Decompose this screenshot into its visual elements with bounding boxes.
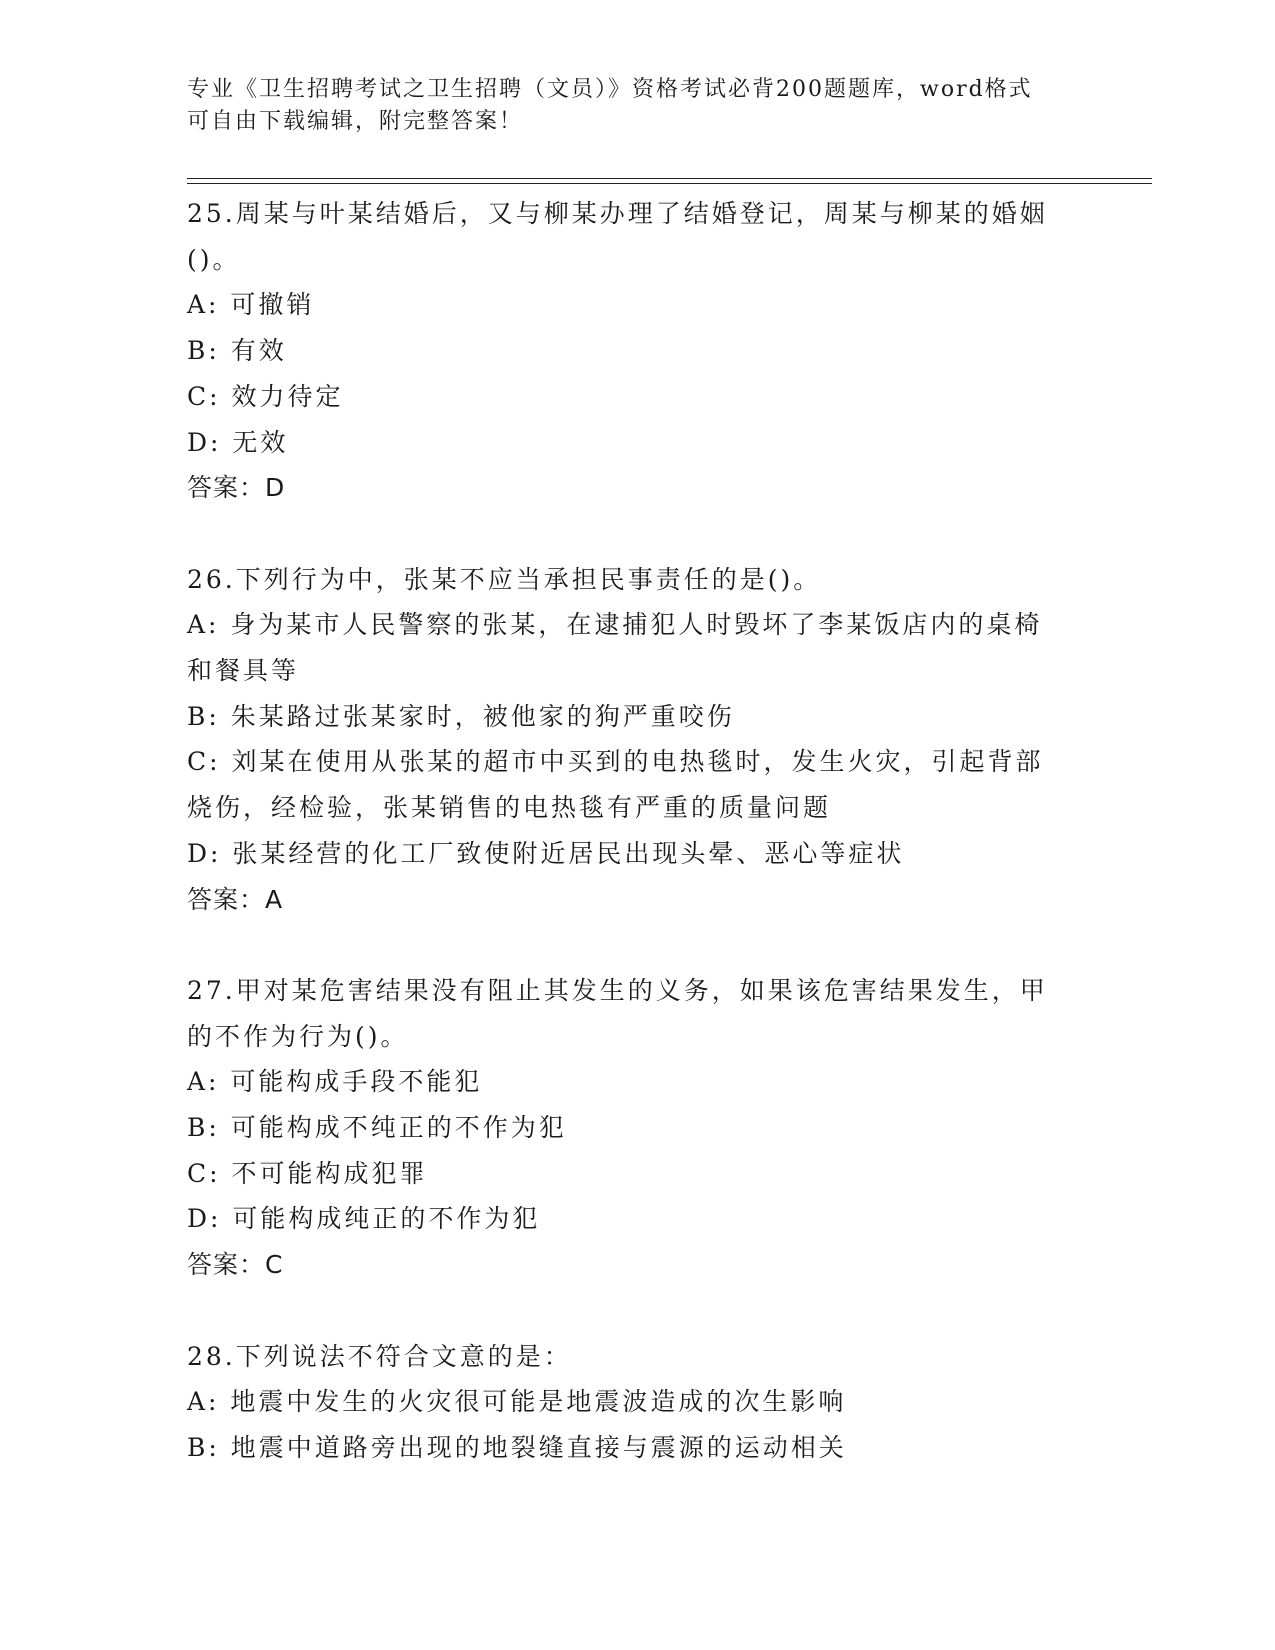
option-a-continued: 和餐具等 xyxy=(187,656,300,686)
header-line-1: 专业《卫生招聘考试之卫生招聘（文员）》资格考试必背200题题库，word格式 xyxy=(187,77,1033,102)
document-header xyxy=(187,74,1067,138)
answer-label: 答案：D xyxy=(187,473,286,503)
question-28 xyxy=(187,1334,1087,1471)
question-stem: 27.甲对某危害结果没有阻止其发生的义务，如果该危害结果发生，甲 xyxy=(187,975,1048,1005)
option-a: A: 可能构成手段不能犯 xyxy=(187,1067,483,1097)
option-a: A: 地震中发生的火灾很可能是地震波造成的次生影响 xyxy=(187,1387,847,1417)
option-c: C: 不可能构成犯罪 xyxy=(187,1158,428,1188)
question-stem: 25.周某与叶某结婚后，又与柳某办理了结婚登记，周某与柳某的婚姻 xyxy=(187,199,1048,228)
question-27 xyxy=(187,968,1087,1288)
option-b: B: 地震中道路旁出现的地裂缝直接与震源的运动相关 xyxy=(187,1432,847,1462)
question-25 xyxy=(187,191,1087,511)
option-b: B: 有效 xyxy=(187,336,287,366)
header-line-2: 可自由下载编辑，附完整答案！ xyxy=(187,109,524,134)
question-stem: ()。 xyxy=(187,244,241,274)
question-stem: 的不作为行为()。 xyxy=(187,1021,409,1051)
header-divider-bottom xyxy=(187,183,1152,184)
option-d: D: 可能构成纯正的不作为犯 xyxy=(187,1204,541,1234)
question-spacer xyxy=(187,511,1087,557)
question-stem: 26.下列行为中，张某不应当承担民事责任的是()。 xyxy=(187,564,822,594)
option-c: C: 刘某在使用从张某的超市中买到的电热毯时，发生火灾，引起背部 xyxy=(187,747,1044,777)
option-b: B: 可能构成不纯正的不作为犯 xyxy=(187,1113,567,1143)
question-spacer xyxy=(187,1288,1087,1334)
option-d: D: 张某经营的化工厂致使附近居民出现头晕、恶心等症状 xyxy=(187,838,905,868)
header-divider-top xyxy=(187,178,1152,179)
question-list xyxy=(187,191,1087,1471)
answer-label: 答案：C xyxy=(187,1250,284,1280)
option-c: C: 效力待定 xyxy=(187,381,344,411)
question-26 xyxy=(187,557,1087,923)
question-spacer xyxy=(187,922,1087,968)
option-d: D: 无效 xyxy=(187,427,289,457)
answer-label: 答案：A xyxy=(187,884,284,914)
option-a: A: 身为某市人民警察的张某，在逮捕犯人时毁坏了李某饭店内的桌椅 xyxy=(187,610,1043,640)
question-stem: 28.下列说法不符合文意的是： xyxy=(187,1341,572,1371)
option-a: A: 可撤销 xyxy=(187,290,315,320)
option-c-continued: 烧伤，经检验，张某销售的电热毯有严重的质量问题 xyxy=(187,793,832,823)
option-b: B: 朱某路过张某家时，被他家的狗严重咬伤 xyxy=(187,701,735,731)
